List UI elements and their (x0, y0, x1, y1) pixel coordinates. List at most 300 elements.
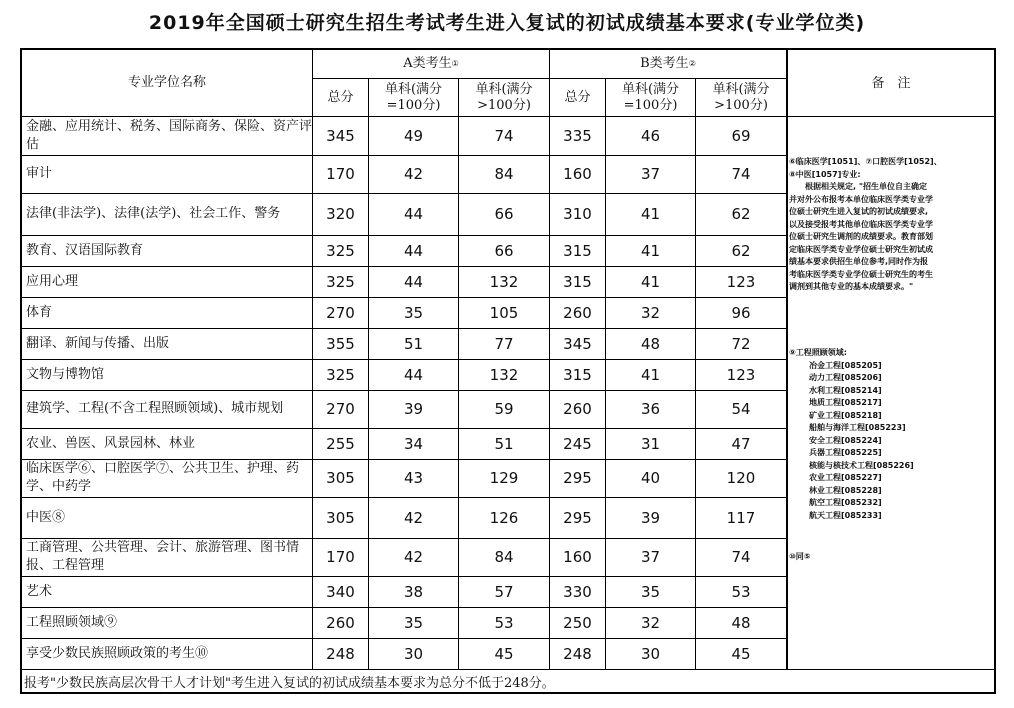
cell-a-sgt (459, 459, 549, 497)
notes-engineering-item: 冶金工程[085205] (809, 360, 882, 370)
cell-b-s100 (606, 235, 695, 266)
cell-a-sgt (459, 235, 549, 266)
notes-same-text: ⑩同⑤ (789, 552, 811, 561)
cell-b-sgt (696, 538, 786, 576)
score-value: 30 (403, 644, 424, 663)
cell-a-total (313, 497, 368, 538)
row-divider (20, 116, 996, 117)
cell-a-sgt (459, 297, 549, 328)
cell-a-total (313, 266, 368, 297)
cell-b-s100 (606, 428, 695, 459)
score-value: 69 (731, 127, 751, 145)
score-value: 41 (640, 365, 661, 384)
score-value: 74 (731, 548, 751, 566)
column-divider (312, 48, 313, 669)
notes-engineering-item: 船舶与海洋工程[085223] (809, 423, 906, 432)
score-value: 59 (494, 400, 514, 418)
notes-medical-line: ⑧中医[1057]专业: (789, 169, 861, 179)
cell-a-total (313, 359, 368, 390)
cell-name (22, 359, 312, 390)
major-name: 临床医学⑥、口腔医学⑦、公共卫生、护理、药学、中药学 (26, 461, 300, 494)
cell-b-sgt (696, 638, 786, 669)
cell-name (22, 193, 312, 235)
score-value: 245 (563, 434, 592, 453)
header-remarks-label: 备 注 (871, 76, 911, 91)
header-b-single-gt100-line2: >100分) (714, 97, 768, 113)
cell-a-sgt (459, 193, 549, 235)
score-value: 132 (489, 365, 519, 384)
score-value: 35 (403, 613, 424, 632)
score-value: 43 (403, 469, 424, 487)
score-value: 315 (563, 241, 592, 260)
cell-a-sgt (459, 607, 549, 638)
cell-b-s100 (606, 459, 695, 497)
score-value: 42 (403, 508, 424, 527)
row-divider (20, 497, 786, 498)
score-value: 37 (640, 165, 661, 183)
row-divider (20, 538, 786, 539)
header-b-total (550, 79, 605, 116)
major-name: 享受少数民族照顾政策的考生⑩ (26, 645, 209, 661)
row-divider (20, 459, 786, 460)
cell-a-sgt (459, 155, 549, 193)
cell-b-s100 (606, 155, 695, 193)
cell-b-sgt (696, 459, 786, 497)
notes-engineering-item: 动力工程[085206] (809, 373, 882, 382)
cell-a-s100 (369, 117, 458, 155)
score-value: 34 (403, 434, 424, 453)
notes-same (789, 551, 811, 564)
cell-a-total (313, 428, 368, 459)
page-title: 2019年全国硕士研究生招生考试考生进入复试的初试成绩基本要求(专业学位类) (148, 12, 866, 34)
cell-a-sgt (459, 359, 549, 390)
row-divider (20, 155, 786, 156)
row-divider (20, 638, 786, 639)
header-group-a-mark: ① (451, 59, 459, 68)
cell-b-sgt (696, 117, 786, 155)
cell-name (22, 607, 312, 638)
notes-engineering-item: 核能与核技术工程[085226] (809, 460, 914, 470)
cell-a-s100 (369, 235, 458, 266)
cell-a-s100 (369, 638, 458, 669)
score-value: 325 (326, 365, 355, 384)
cell-b-sgt (696, 359, 786, 390)
score-value: 46 (640, 127, 661, 145)
score-value: 35 (640, 582, 661, 601)
row-divider (20, 328, 786, 329)
major-name: 体育 (26, 304, 53, 320)
score-value: 49 (403, 127, 424, 145)
notes-medical-line: 考临床医学类专业学位硕士研究生的考生 (789, 269, 933, 279)
score-value: 36 (640, 400, 661, 418)
cell-a-total (313, 538, 368, 576)
header-b-single-100 (606, 79, 695, 116)
notes-medical (789, 156, 942, 294)
score-value: 260 (563, 303, 592, 322)
header-b-single-100-line1: 单科(满分 (621, 81, 680, 97)
score-value: 129 (489, 469, 519, 487)
cell-a-s100 (369, 607, 458, 638)
score-value: 250 (563, 613, 592, 632)
cell-a-sgt (459, 328, 549, 359)
header-group-a (313, 50, 549, 78)
cell-b-sgt (696, 235, 786, 266)
header-a-single-100-line1: 单科(满分 (384, 81, 443, 97)
cell-b-total (550, 328, 605, 359)
score-value: 126 (489, 508, 519, 527)
cell-name (22, 459, 312, 497)
column-divider (695, 78, 696, 669)
score-value: 248 (326, 644, 355, 663)
header-b-total-label: 总分 (564, 89, 591, 105)
score-value: 42 (403, 548, 424, 566)
header-b-single-100-line2: =100分) (623, 97, 678, 113)
cell-b-total (550, 155, 605, 193)
notes-medical-line: 位硕士研究生进入复试的初试成绩要求, (789, 207, 929, 216)
score-value: 310 (563, 205, 592, 223)
cell-b-sgt (696, 193, 786, 235)
notes-medical-line: 并对外公布报考本单位临床医学类专业学 (789, 194, 933, 204)
cell-a-sgt (459, 266, 549, 297)
major-name: 工商管理、公共管理、会计、旅游管理、图书情报、工程管理 (26, 540, 300, 573)
cell-a-total (313, 155, 368, 193)
notes-engineering-item: 兵器工程[085225] (809, 448, 882, 457)
score-value: 315 (563, 365, 592, 384)
score-value: 41 (640, 272, 661, 291)
score-value: 40 (640, 469, 661, 487)
major-name: 法律(非法学)、法律(法学)、社会工作、警务 (26, 206, 281, 221)
notes-medical-line: 定临床医学类专业学位硕士研究生初试成 (789, 244, 933, 254)
header-group-b (550, 50, 786, 78)
cell-a-total (313, 459, 368, 497)
row-divider (786, 669, 996, 670)
header-b-single-gt100 (696, 79, 786, 116)
header-a-single-100-line2: =100分) (386, 97, 441, 113)
cell-a-total (313, 297, 368, 328)
cell-b-total (550, 538, 605, 576)
score-value: 77 (494, 334, 514, 353)
score-value: 44 (403, 272, 424, 291)
notes-medical-line: 调剂到其他专业的基本成绩要求。" (789, 282, 914, 291)
cell-a-s100 (369, 155, 458, 193)
notes-engineering-item: 航空工程[085232] (809, 498, 882, 507)
cell-b-s100 (606, 297, 695, 328)
score-value: 132 (489, 272, 519, 291)
cell-b-sgt (696, 497, 786, 538)
cell-b-s100 (606, 607, 695, 638)
score-value: 32 (640, 303, 661, 322)
notes-engineering-list (789, 360, 914, 523)
header-b-single-gt100-line1: 单科(满分 (712, 81, 770, 97)
score-value: 72 (731, 334, 751, 353)
notes-engineering-item: 航天工程[085233] (809, 510, 882, 520)
cell-a-sgt (459, 538, 549, 576)
cell-b-s100 (606, 328, 695, 359)
row-divider (20, 428, 786, 429)
header-group-b-label: B类考生 (640, 56, 689, 71)
row-divider (20, 576, 786, 577)
cell-b-total (550, 235, 605, 266)
cell-a-total (313, 193, 368, 235)
notes-engineering-item: 林业工程[085228] (809, 485, 882, 495)
header-a-single-gt100 (459, 79, 549, 116)
cell-name (22, 328, 312, 359)
cell-a-s100 (369, 428, 458, 459)
score-value: 248 (563, 644, 592, 663)
score-value: 320 (326, 205, 355, 223)
score-value: 54 (731, 400, 751, 418)
score-value: 39 (640, 508, 661, 527)
score-value: 62 (731, 241, 751, 260)
major-name: 应用心理 (26, 273, 79, 289)
score-value: 53 (494, 613, 514, 632)
notes-engineering-item: 安全工程[085224] (809, 435, 882, 445)
notes-engineering-item: 矿业工程[085218] (809, 410, 882, 420)
header-a-total-label: 总分 (327, 89, 354, 105)
score-value: 32 (640, 613, 661, 632)
cell-a-s100 (369, 328, 458, 359)
score-value: 39 (403, 400, 424, 418)
score-value: 160 (563, 548, 592, 566)
score-value: 66 (494, 241, 514, 260)
cell-a-s100 (369, 193, 458, 235)
cell-a-s100 (369, 297, 458, 328)
score-value: 105 (489, 303, 519, 322)
cell-b-total (550, 428, 605, 459)
cell-a-total (313, 607, 368, 638)
row-divider (20, 390, 786, 391)
row-divider (20, 359, 786, 360)
header-a-single-gt100-line1: 单科(满分 (475, 81, 533, 97)
major-name: 工程照顾领域⑨ (26, 614, 118, 630)
score-value: 345 (326, 127, 355, 145)
cell-name (22, 297, 312, 328)
score-value: 345 (563, 334, 592, 353)
score-value: 41 (640, 205, 661, 223)
row-divider (20, 266, 786, 267)
cell-b-total (550, 193, 605, 235)
score-value: 295 (563, 469, 592, 487)
cell-b-sgt (696, 266, 786, 297)
cell-b-sgt (696, 428, 786, 459)
score-value: 44 (403, 241, 424, 260)
cell-a-s100 (369, 359, 458, 390)
row-divider (20, 607, 786, 608)
cell-a-s100 (369, 497, 458, 538)
notes-engineering (789, 347, 914, 522)
score-value: 57 (494, 582, 514, 601)
score-value: 51 (403, 334, 424, 353)
score-value: 74 (494, 127, 514, 145)
cell-b-sgt (696, 607, 786, 638)
cell-name (22, 117, 312, 155)
cell-name (22, 638, 312, 669)
header-group-a-label: A类考生 (403, 56, 452, 71)
notes-engineering-item: 农业工程[085227] (809, 473, 882, 482)
cell-b-total (550, 297, 605, 328)
row-divider (20, 235, 786, 236)
cell-name (22, 390, 312, 428)
cell-b-total (550, 266, 605, 297)
cell-b-total (550, 459, 605, 497)
header-a-single-100 (369, 79, 458, 116)
score-value: 117 (726, 508, 756, 527)
score-value: 295 (563, 508, 592, 527)
column-divider (786, 48, 788, 669)
major-name: 建筑学、工程(不含工程照顾领域)、城市规划 (26, 401, 284, 416)
cell-b-s100 (606, 117, 695, 155)
score-value: 170 (326, 165, 355, 183)
score-value: 260 (326, 613, 355, 632)
major-name: 审计 (26, 166, 53, 181)
cell-name (22, 235, 312, 266)
score-value: 31 (640, 434, 661, 453)
major-name: 艺术 (26, 583, 53, 599)
notes-medical-line: 以及接受报考其他单位临床医学类专业学 (789, 219, 933, 229)
cell-b-total (550, 638, 605, 669)
cell-a-total (313, 390, 368, 428)
major-name: 中医⑧ (26, 509, 66, 525)
cell-b-total (550, 390, 605, 428)
score-value: 84 (494, 165, 514, 183)
cell-b-sgt (696, 297, 786, 328)
notes-engineering-item: 地质工程[085217] (809, 398, 882, 407)
header-a-single-gt100-line2: >100分) (477, 97, 531, 113)
score-value: 325 (326, 272, 355, 291)
score-value: 325 (326, 241, 355, 260)
row-divider (20, 297, 786, 298)
header-group-b-mark: ② (688, 59, 696, 68)
cell-name (22, 266, 312, 297)
score-value: 305 (326, 469, 355, 487)
cell-name (22, 538, 312, 576)
score-value: 160 (563, 165, 592, 183)
cell-a-sgt (459, 638, 549, 669)
score-value: 335 (563, 127, 592, 145)
cell-b-sgt (696, 155, 786, 193)
score-value: 74 (731, 165, 751, 183)
cell-b-sgt (696, 390, 786, 428)
score-value: 53 (731, 582, 751, 601)
score-value: 41 (640, 241, 661, 260)
cell-b-s100 (606, 538, 695, 576)
score-value: 315 (563, 272, 592, 291)
score-value: 340 (326, 582, 355, 601)
score-value: 30 (640, 644, 661, 663)
column-divider (368, 78, 369, 669)
cell-b-s100 (606, 266, 695, 297)
score-value: 37 (640, 548, 661, 566)
header-a-total (313, 79, 368, 116)
score-value: 62 (731, 205, 751, 223)
header-major-name-label: 专业学位名称 (127, 75, 206, 90)
cell-b-s100 (606, 638, 695, 669)
cell-b-s100 (606, 359, 695, 390)
cell-b-total (550, 117, 605, 155)
cell-a-s100 (369, 390, 458, 428)
score-value: 123 (726, 272, 756, 291)
score-value: 48 (731, 613, 751, 632)
score-value: 44 (403, 365, 424, 384)
notes-medical-line: ⑥临床医学[1051]、⑦口腔医学[1052]、 (789, 157, 942, 166)
header-remarks (788, 50, 994, 116)
score-value: 47 (731, 434, 751, 453)
cell-b-s100 (606, 576, 695, 607)
cell-b-total (550, 359, 605, 390)
column-divider (458, 78, 459, 669)
score-value: 355 (326, 334, 355, 353)
score-value: 51 (494, 434, 514, 453)
cell-a-s100 (369, 266, 458, 297)
cell-b-total (550, 607, 605, 638)
score-value: 66 (494, 205, 514, 223)
score-value: 96 (731, 303, 751, 322)
cell-b-total (550, 576, 605, 607)
cell-a-sgt (459, 497, 549, 538)
cell-b-s100 (606, 193, 695, 235)
score-value: 120 (726, 469, 756, 487)
cell-a-s100 (369, 538, 458, 576)
cell-b-total (550, 497, 605, 538)
score-value: 84 (494, 548, 514, 566)
score-value: 45 (731, 644, 751, 663)
score-value: 44 (403, 205, 424, 223)
cell-a-total (313, 235, 368, 266)
score-value: 255 (326, 434, 355, 453)
notes-medical-line: 绩基本要求供招生单位参考,同时作为报 (789, 257, 929, 266)
column-divider (549, 48, 550, 669)
row-divider (20, 193, 786, 194)
cell-a-sgt (459, 117, 549, 155)
cell-a-total (313, 328, 368, 359)
score-value: 45 (494, 644, 514, 663)
notes-medical-line: 位硕士研究生调剂的成绩要求。教育部划 (789, 232, 933, 241)
footnote: 报考"少数民族高层次骨干人才计划"考生进入复试的初试成绩基本要求为总分不低于248分。 (24, 676, 555, 691)
cell-b-sgt (696, 328, 786, 359)
score-value: 305 (326, 508, 355, 527)
cell-a-sgt (459, 576, 549, 607)
major-name: 翻译、新闻与传播、出版 (26, 335, 170, 351)
score-value: 170 (326, 548, 355, 566)
score-value: 35 (403, 303, 424, 322)
cell-name (22, 155, 312, 193)
cell-a-s100 (369, 576, 458, 607)
notes-engineering-item: 水利工程[085214] (809, 385, 882, 395)
header-major-name (22, 50, 312, 116)
major-name: 教育、汉语国际教育 (26, 242, 144, 258)
cell-a-sgt (459, 428, 549, 459)
score-value: 38 (403, 582, 424, 601)
score-value: 260 (563, 400, 592, 418)
major-name: 文物与博物馆 (26, 366, 105, 382)
notes-medical-line: 根据相关规定, "招生单位自主确定 (789, 182, 927, 191)
score-value: 48 (640, 334, 661, 353)
score-value: 270 (326, 400, 355, 418)
cell-a-s100 (369, 459, 458, 497)
notes-engineering-title: ⑨工程照顾领域: (789, 348, 847, 357)
major-name: 金融、应用统计、税务、国际商务、保险、资产评估 (26, 119, 313, 152)
cell-a-total (313, 576, 368, 607)
score-value: 270 (326, 303, 355, 322)
cell-name (22, 428, 312, 459)
cell-b-sgt (696, 576, 786, 607)
cell-name (22, 576, 312, 607)
score-value: 123 (726, 365, 756, 384)
cell-a-total (313, 638, 368, 669)
cell-b-s100 (606, 497, 695, 538)
cell-a-total (313, 117, 368, 155)
score-value: 330 (563, 582, 592, 601)
